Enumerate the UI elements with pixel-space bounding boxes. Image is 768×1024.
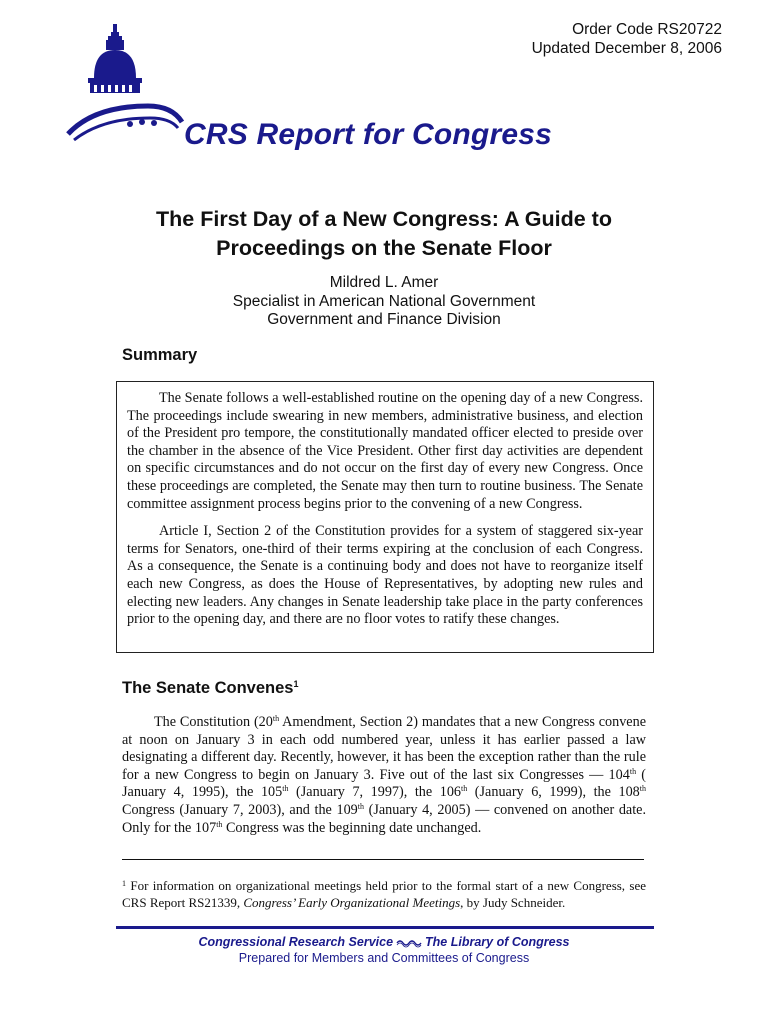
author-name: Mildred L. Amer	[329, 274, 439, 291]
updated-date: Updated December 8, 2006	[531, 40, 722, 57]
summary-heading: Summary	[122, 346, 198, 364]
title-line-2: Proceedings on the Senate Floor	[216, 236, 552, 260]
senate-convenes-paragraph	[122, 714, 646, 837]
footnote	[122, 876, 646, 911]
author-position: Specialist in American National Government	[232, 292, 536, 310]
summary-box	[116, 381, 654, 653]
ordinal-suffix: th	[272, 714, 280, 723]
ordinal-suffix: th	[216, 819, 223, 829]
footer-loc: The Library of Congress	[425, 935, 570, 949]
footnote-number: 1	[122, 879, 126, 888]
text-run: Congress was the beginning date unchanged.	[222, 819, 482, 836]
ornament-icon	[396, 938, 422, 948]
author-block	[0, 274, 768, 330]
ordinal-suffix: th	[629, 766, 637, 776]
ordinal-suffix: th	[282, 784, 289, 794]
title-line-1: The First Day of a New Congress: A Guide to	[156, 207, 612, 231]
capitol-dome-logo-icon	[64, 22, 194, 152]
footnote-text: For information on organizational meetings held prior to the formal start of a new Congress, see CRS Report RS21339,	[122, 878, 646, 910]
footer-crs: Congressional Research Service	[198, 935, 394, 949]
ordinal-suffix: th	[357, 801, 364, 811]
footer-organization	[0, 935, 768, 949]
summary-paragraph-1: The Senate follows a well-established routine on the opening day of a new Congress. The proceedings include swearing in new members, administrative business, and election of the President pro tempore, the constitutionally mandated officer elected to preside over the chamber in the absence of the Vice President. Other first day activities are dependent on specific circumstances and do not occur on the first day of every new Congress. Once these proceedings are completed, the Senate may then turn to routine business. The Senate committee assignment process begins prior to the convening of a new Congress.	[127, 390, 643, 512]
ordinal-suffix: th	[461, 784, 468, 794]
order-code-block	[532, 20, 722, 58]
footnote-divider	[122, 859, 644, 860]
summary-paragraph-2: Article I, Section 2 of the Constitution provides for a system of staggered six-year terms for Senators, one-third of their terms expiring at the conclusion of each Congress. As a consequence, the Senate is a continuing body and does not have to reorganize itself each new Congress, as does the House of Representatives, by adopting new rules and electing new leaders. Any changes in Senate leadership take place in the party conferences prior to the opening day, and there are no floor votes to ratify these changes.	[127, 523, 643, 628]
text-run: Amendment, Section 2) mandates that a new Congress convene at noon on January 3 in each odd numbered year, unless it has earlier passed a law designating a different day. Recently, however, it has been the exception rather than the rule for a new Congress to begin on January 3. Five out of the last six Congresses — 104	[122, 714, 646, 783]
senate-convenes-heading	[122, 679, 299, 698]
document-title	[0, 205, 768, 263]
crs-report-brand: CRS Report for Congress	[184, 118, 552, 151]
order-code: Order Code RS20722	[572, 21, 722, 38]
text-run: (January 4, 2005) — convened on another date. Only for the 107	[122, 801, 646, 836]
footnote-report-title: Congress’ Early Organizational Meetings	[243, 894, 461, 910]
footnote-reference[interactable]: 1	[293, 679, 299, 689]
footer-divider	[116, 926, 654, 929]
footnote-text-end: , by Judy Schneider.	[460, 894, 566, 910]
text-run: (January 6, 1999), the 108	[467, 784, 640, 801]
text-run: The Constitution (20	[154, 714, 273, 730]
text-run: ( January 4, 1995), the 105	[122, 766, 646, 801]
senate-convenes-heading-text: The Senate Convenes	[122, 679, 294, 697]
author-division: Government and Finance Division	[267, 311, 501, 328]
ordinal-suffix: th	[639, 784, 647, 794]
text-run: Congress (January 7, 2003), and the 109	[122, 801, 358, 818]
footer-prepared: Prepared for Members and Committees of Congress	[238, 951, 530, 965]
text-run: (January 7, 1997), the 106	[288, 784, 462, 801]
